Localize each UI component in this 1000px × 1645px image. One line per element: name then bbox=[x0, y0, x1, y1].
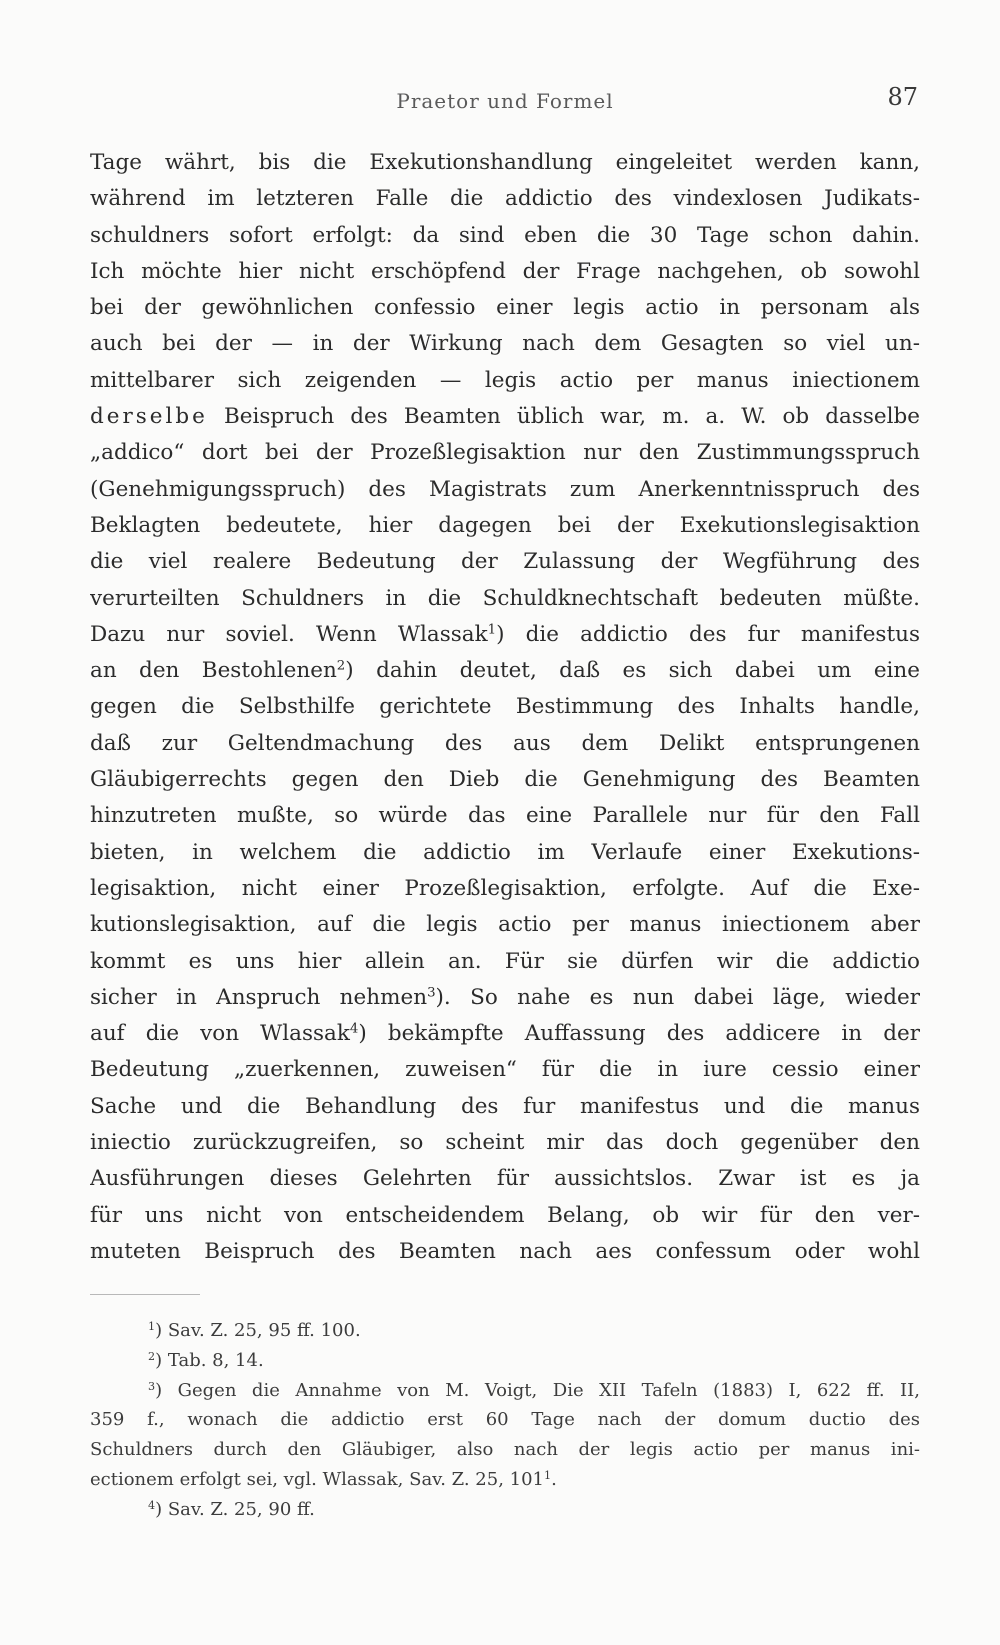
text-line: Ich möchte hier nicht erschöpfend der Frage nachgehen, ob sowohl bbox=[90, 258, 920, 284]
text-line: auch bei der — in der Wirkung nach dem Gesagten so viel un- bbox=[90, 331, 920, 357]
footnote-text: ) Gegen die Annahme von M. Voigt, Die XII Tafeln (1883) I, 622 ff. II, bbox=[155, 1379, 920, 1401]
footnote bbox=[90, 1495, 920, 1525]
footnote-text: . bbox=[551, 1468, 557, 1490]
text-line: verurteilten Schuldners in die Schuldknechtschaft bedeuten müßte. bbox=[90, 585, 920, 611]
text-line bbox=[90, 653, 920, 689]
footnote bbox=[90, 1376, 920, 1406]
text-line bbox=[90, 399, 920, 435]
text-span: ). So nahe es nun dabei läge, wieder bbox=[435, 984, 920, 1010]
footnote-text: ) Tab. 8, 14. bbox=[155, 1349, 264, 1371]
text-line: schuldners sofort erfolgt: da sind eben die 30 Tage schon dahin. bbox=[90, 222, 920, 248]
text-line: daß zur Geltendmachung des aus dem Delikt entsprungenen bbox=[90, 730, 920, 756]
main-text bbox=[90, 145, 920, 1270]
text-line: kommt es uns hier allein an. Für sie dürfen wir die addictio bbox=[90, 948, 920, 974]
footnote-marker: 3 bbox=[148, 1379, 156, 1393]
footnote-ref: 3 bbox=[427, 985, 436, 1001]
footnote-ref: 1 bbox=[544, 1468, 552, 1482]
text-span: an den Bestohlenen bbox=[90, 658, 337, 684]
text-span: sicher in Anspruch nehmen bbox=[90, 984, 428, 1010]
footnote-continuation: Schuldners durch den Gläubiger, also nach der legis actio per manus ini- bbox=[90, 1439, 920, 1461]
footnote-text: ) Sav. Z. 25, 90 ff. bbox=[155, 1498, 315, 1520]
footnote-marker: 4 bbox=[148, 1498, 156, 1512]
footnote-continuation: 359 f., wonach die addictio erst 60 Tage nach der domum ductio des bbox=[90, 1409, 920, 1431]
running-header bbox=[90, 83, 920, 119]
text-line: kutionslegisaktion, auf die legis actio per manus iniectionem aber bbox=[90, 912, 920, 938]
footnote bbox=[90, 1346, 920, 1376]
footnote-text: ) Sav. Z. 25, 95 ff. 100. bbox=[155, 1320, 361, 1341]
text-span: Dazu nur soviel. Wenn Wlassak bbox=[90, 621, 488, 647]
text-line: mittelbarer sich zeigenden — legis actio per manus iniectionem bbox=[90, 367, 920, 393]
text-span: ) die addictio des fur manifestus bbox=[496, 621, 920, 647]
footnote-marker: 1 bbox=[148, 1319, 156, 1333]
emphasized-word: derselbe bbox=[90, 404, 208, 430]
footnote-ref: 2 bbox=[336, 658, 346, 674]
text-line: Bedeutung „zuerkennen, zuweisen“ für die in iure cessio einer bbox=[90, 1057, 920, 1083]
text-line bbox=[90, 617, 920, 653]
text-line: die viel realere Bedeutung der Zulassung der Wegführung des bbox=[90, 549, 920, 575]
text-line: bieten, in welchem die addictio im Verlaufe einer Exekutions- bbox=[90, 839, 920, 865]
footnote-ref: 4 bbox=[349, 1021, 359, 1037]
text-line bbox=[90, 980, 920, 1016]
text-line: legisaktion, nicht einer Prozeßlegisaktion, erfolgte. Auf die Exe- bbox=[90, 875, 920, 901]
page-number: 87 bbox=[887, 83, 918, 111]
text-line: für uns nicht von entscheidendem Belang, ob wir für den ver- bbox=[90, 1202, 920, 1228]
text-line: muteten Beispruch des Beamten nach aes confessum oder wohl bbox=[90, 1238, 920, 1264]
text-span: auf die von Wlassak bbox=[90, 1021, 350, 1047]
footnote-text: ectionem erfolgt sei, vgl. Wlassak, Sav. Z. 25, 101 bbox=[90, 1468, 544, 1490]
text-line: Gläubigerrechts gegen den Dieb die Genehmigung des Beamten bbox=[90, 767, 920, 793]
running-title: Praetor und Formel bbox=[396, 89, 614, 113]
text-line: Ausführungen dieses Gelehrten für aussichtslos. Zwar ist es ja bbox=[90, 1166, 920, 1192]
text-line: Sache und die Behandlung des fur manifestus und die manus bbox=[90, 1093, 920, 1119]
text-line: Tage währt, bis die Exekutionshandlung eingeleitet werden kann, bbox=[90, 150, 920, 175]
footnote bbox=[90, 1316, 920, 1346]
text-span: ) bekämpfte Auffassung des addicere in der bbox=[358, 1021, 920, 1047]
text-line: während im letzteren Falle die addictio des vindexlosen Judikats- bbox=[90, 186, 920, 212]
text-line: iniectio zurückzugreifen, so scheint mir das doch gegenüber den bbox=[90, 1130, 920, 1156]
footnote-continuation bbox=[90, 1465, 920, 1495]
text-span: Beispruch des Beamten üblich war, m. a. W. ob dasselbe bbox=[207, 404, 920, 430]
text-line: gegen die Selbsthilfe gerichtete Bestimmung des Inhalts handle, bbox=[90, 694, 920, 720]
text-line: Beklagten bedeutete, hier dagegen bei der Exekutionslegisaktion bbox=[90, 512, 920, 538]
text-line: „addico“ dort bei der Prozeßlegisaktion nur den Zustimmungsspruch bbox=[90, 440, 920, 466]
footnote-divider bbox=[90, 1294, 200, 1295]
text-line: (Genehmigungsspruch) des Magistrats zum Anerkenntnisspruch des bbox=[90, 476, 920, 502]
footnotes bbox=[90, 1316, 920, 1525]
text-line bbox=[90, 1016, 920, 1052]
footnote-marker: 2 bbox=[148, 1349, 156, 1363]
text-line: hinzutreten mußte, so würde das eine Parallele nur für den Fall bbox=[90, 803, 920, 829]
footnote-ref: 1 bbox=[487, 622, 497, 638]
text-line: bei der gewöhnlichen confessio einer legis actio in personam als bbox=[90, 295, 920, 321]
text-span: ) dahin deutet, daß es sich dabei um eine bbox=[345, 658, 920, 684]
